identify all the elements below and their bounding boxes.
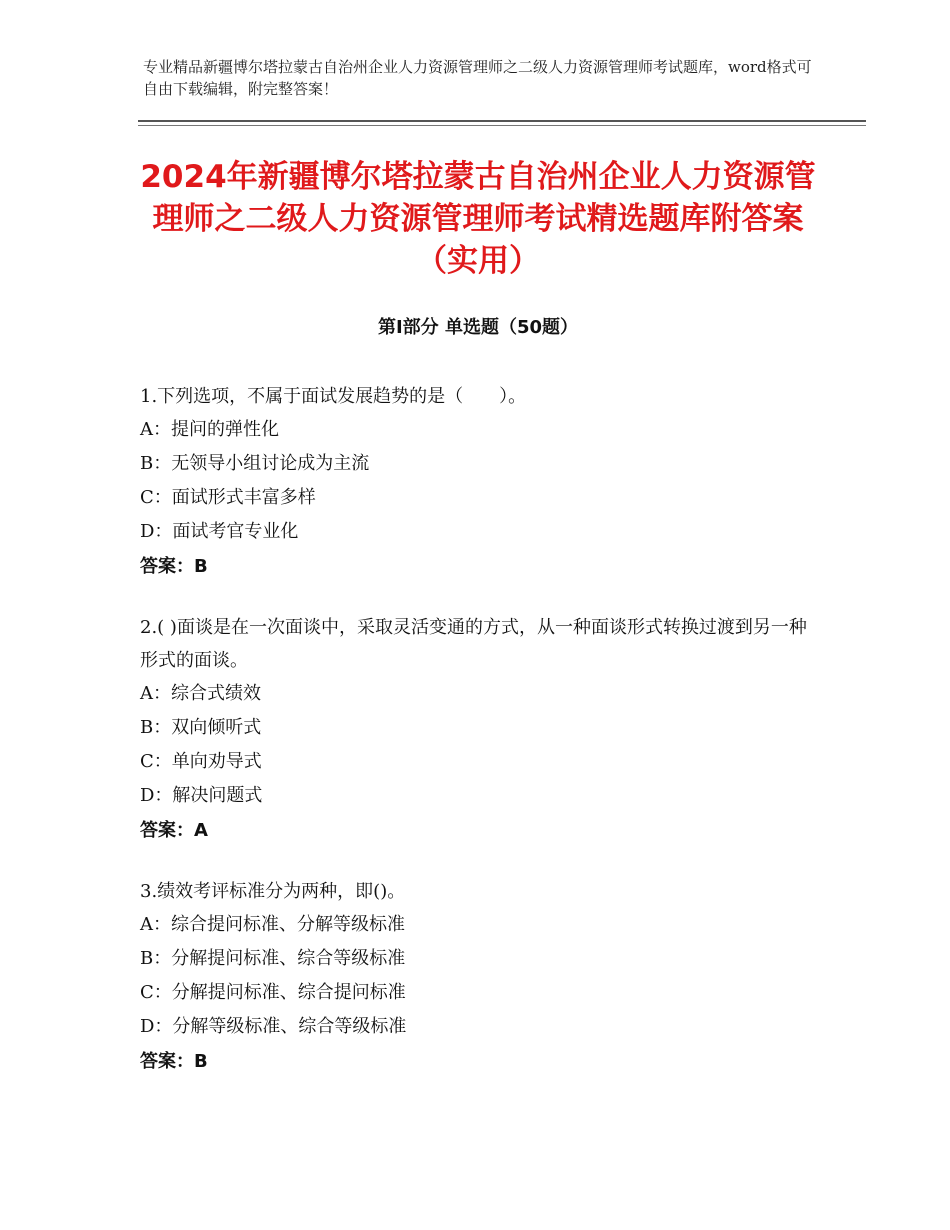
option-b: B：双向倾听式 <box>140 717 262 738</box>
answer: 答案：B <box>140 556 208 577</box>
option-c: C：面试形式丰富多样 <box>140 487 316 508</box>
answer: 答案：A <box>140 820 208 841</box>
question-stem: 2.( )面谈是在一次面谈中，采取灵活变通的方式，从一种面谈形式转换过渡到另一种形式的面谈。 <box>140 617 807 671</box>
question-list <box>140 380 820 1106</box>
option-b: B：分解提问标准、综合等级标准 <box>140 948 406 969</box>
option-a: A：综合提问标准、分解等级标准 <box>140 914 405 935</box>
answer: 答案：B <box>140 1051 208 1072</box>
option-a: A：综合式绩效 <box>140 683 261 704</box>
option-a: A：提问的弹性化 <box>140 419 279 440</box>
header-note: 专业精品新疆博尔塔拉蒙古自治州企业人力资源管理师之二级人力资源管理师考试题库，word格式可自由下载编辑，附完整答案！ <box>143 58 812 98</box>
option-d: D：分解等级标准、综合等级标准 <box>140 1016 407 1037</box>
question-3 <box>140 875 820 1080</box>
option-b: B：无领导小组讨论成为主流 <box>140 453 370 474</box>
question-stem: 1.下列选项，不属于面试发展趋势的是（ ）。 <box>140 386 527 407</box>
question-1 <box>140 380 820 585</box>
header-divider-thin <box>138 125 866 126</box>
option-c: C：单向劝导式 <box>140 751 262 772</box>
option-d: D：面试考官专业化 <box>140 521 299 542</box>
question-2 <box>140 611 820 849</box>
section-title: 第Ⅰ部分 单选题（50题） <box>377 317 578 338</box>
header-divider-thick <box>138 120 866 122</box>
document-title: 2024年新疆博尔塔拉蒙古自治州企业人力资源管理师之二级人力资源管理师考试精选题库附答案（实用） <box>140 159 816 279</box>
option-c: C：分解提问标准、综合提问标准 <box>140 982 406 1003</box>
option-d: D：解决问题式 <box>140 785 263 806</box>
question-stem: 3.绩效考评标准分为两种，即()。 <box>140 881 406 902</box>
